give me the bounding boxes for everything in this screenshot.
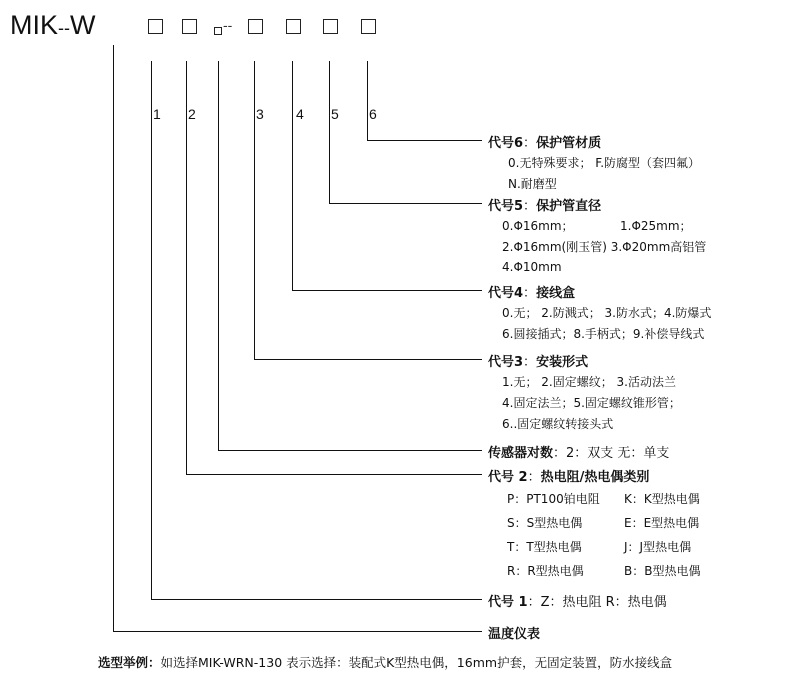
code5-desc: 保护管直径 xyxy=(536,199,602,214)
code2-option: E：E型热电偶 xyxy=(624,516,700,530)
code-box-4 xyxy=(286,19,301,34)
code5-option: 1.Φ25mm； xyxy=(620,219,692,233)
instrument-label: 温度仪表 xyxy=(488,627,541,642)
column-number-3: 3 xyxy=(256,106,264,122)
code2-option: T：T型热电偶 xyxy=(507,540,582,554)
code4-option: 6.圆接插式；8.手柄式；9.补偿导线式 xyxy=(502,327,705,341)
code-box-5 xyxy=(323,19,338,34)
code3-heading: 代号3：安装形式 xyxy=(488,355,589,370)
code2-option: R：R型热电偶 xyxy=(507,564,584,578)
leader-horizontal-3 xyxy=(254,359,482,360)
code3-label: 代号3 xyxy=(488,355,524,370)
code2-desc: 热电阻/热电偶类别 xyxy=(540,470,650,485)
code2-heading: 代号 2：热电阻/热电偶类别 xyxy=(488,470,650,485)
leader-vertical-3 xyxy=(254,61,255,359)
code4-desc: 接线盒 xyxy=(536,286,576,301)
column-number-6: 6 xyxy=(369,106,377,122)
pairs-desc: 2：双支 无：单支 xyxy=(566,446,670,461)
leader-horizontal-1 xyxy=(151,599,482,600)
leader-horizontal-4 xyxy=(292,290,482,291)
code2-label: 代号 2 xyxy=(488,470,528,485)
code1-heading: 代号 1：Z：热电阻 R：热电偶 xyxy=(488,595,667,610)
code2-option: S：S型热电偶 xyxy=(507,516,583,530)
code-box-6 xyxy=(361,19,376,34)
code5-option: 0.Φ16mm； xyxy=(502,219,574,233)
code2-option: K：K型热电偶 xyxy=(624,492,700,506)
code2-option: J：J型热电偶 xyxy=(624,540,692,554)
leader-vertical-instrument xyxy=(113,45,114,631)
selection-example xyxy=(98,653,672,671)
code3-option: 4.固定法兰；5.固定螺纹锥形管； xyxy=(502,396,681,410)
code6-desc: 保护管材质 xyxy=(536,136,602,151)
model-prefix: MIK--W xyxy=(10,10,96,40)
code6-option: N.耐磨型 xyxy=(508,177,557,191)
column-number-5: 5 xyxy=(331,106,339,122)
code4-label: 代号4 xyxy=(488,286,524,301)
code4-heading: 代号4：接线盒 xyxy=(488,286,576,301)
code-box-2 xyxy=(182,19,197,34)
leader-vertical-2 xyxy=(186,61,187,474)
code5-option: 4.Φ10mm xyxy=(502,260,562,274)
leader-vertical-pairs xyxy=(218,61,219,450)
leader-horizontal-instrument xyxy=(113,631,482,632)
leader-vertical-4 xyxy=(292,61,293,290)
leader-horizontal-5 xyxy=(329,203,482,204)
leader-vertical-6 xyxy=(367,61,368,140)
code-box-1 xyxy=(148,19,163,34)
leader-horizontal-pairs xyxy=(218,450,482,451)
code6-option: 0.无特殊要求； F.防腐型（套四氟） xyxy=(508,156,701,170)
code-box-3 xyxy=(248,19,263,34)
selection-example-label: 选型举例： xyxy=(98,655,161,670)
leader-vertical-1 xyxy=(151,61,152,599)
code3-option: 6..固定螺纹转接头式 xyxy=(502,417,614,431)
leader-horizontal-2 xyxy=(186,474,482,475)
pairs-label: 传感器对数 xyxy=(488,446,554,461)
column-number-2: 2 xyxy=(188,106,196,122)
model-dashes: -- xyxy=(223,17,233,33)
code3-option: 1.无； 2.固定螺纹； 3.活动法兰 xyxy=(502,375,676,389)
leader-horizontal-6 xyxy=(367,140,482,141)
pairs-heading: 传感器对数：2：双支 无：单支 xyxy=(488,446,670,461)
code2-option: B：B型热电偶 xyxy=(624,564,701,578)
code5-option: 2.Φ16mm(刚玉管) 3.Φ20mm高铝管 xyxy=(502,240,707,254)
column-number-1: 1 xyxy=(153,106,161,122)
code4-option: 0.无； 2.防溅式； 3.防水式；4.防爆式 xyxy=(502,306,712,320)
column-number-4: 4 xyxy=(296,106,304,122)
code6-label: 代号6 xyxy=(488,136,524,151)
leader-vertical-5 xyxy=(329,61,330,203)
code6-heading: 代号6：保护管材质 xyxy=(488,136,602,151)
code1-label: 代号 1 xyxy=(488,595,528,610)
code5-label: 代号5 xyxy=(488,199,524,214)
selection-example-text: 如选择MIK-WRN-130 表示选择：装配式K型热电偶，16mm护套，无固定装置，防水接线盒 xyxy=(160,655,673,670)
code1-desc: Z：热电阻 R：热电偶 xyxy=(540,595,667,610)
code2-option: P：PT100铂电阻 xyxy=(507,492,600,506)
code-box-pairs xyxy=(214,27,222,35)
code5-heading: 代号5：保护管直径 xyxy=(488,199,602,214)
code3-desc: 安装形式 xyxy=(536,355,589,370)
